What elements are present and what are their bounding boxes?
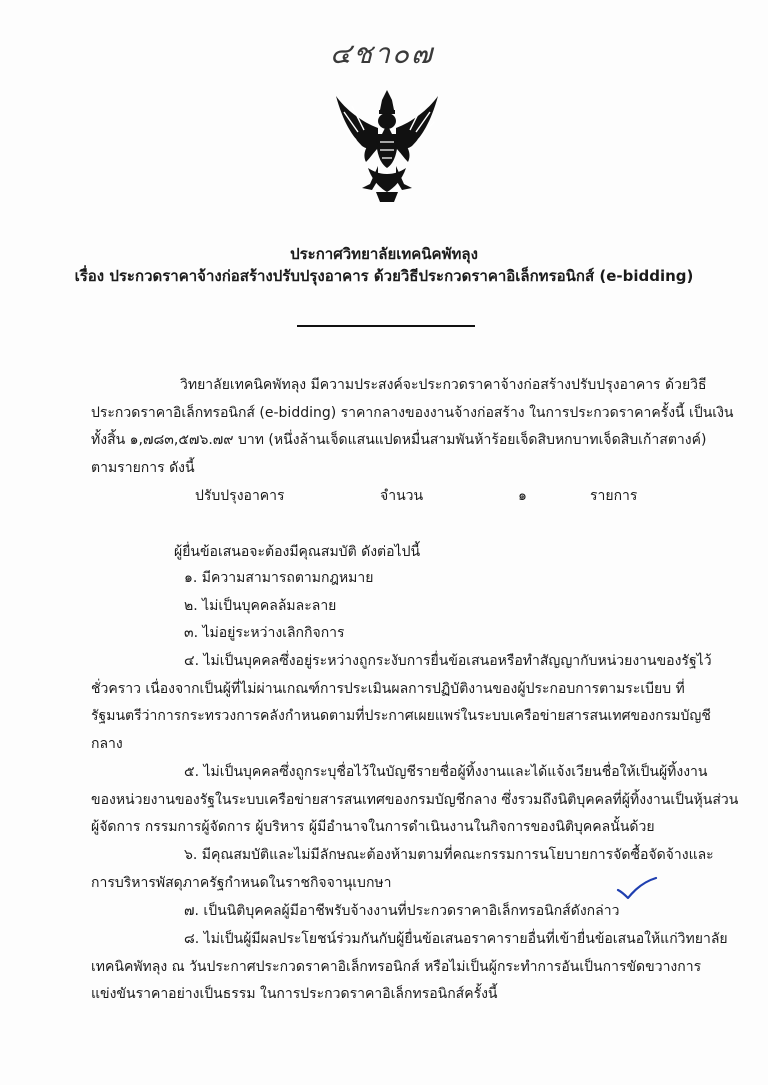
qualifications-heading: ผู้ยื่นข้อเสนอจะต้องมีคุณสมบัติ ดังต่อไปนี้ — [174, 544, 421, 560]
qualification-line: ๒. ไม่เป็นบุคคลล้มละลาย — [184, 598, 337, 614]
item-qty: ๑ — [518, 488, 527, 504]
announcement-title: ประกาศวิทยาลัยเทคนิคพัทลุง — [290, 245, 478, 263]
intro-line-4: ตามรายการ ดังนี้ — [91, 460, 195, 476]
qualification-line: ๕. ไม่เป็นบุคคลซึ่งถูกระบุชื่อไว้ในบัญชีรายชื่อผู้ทิ้งงานและได้แจ้งเวียนชื่อให้เป็นผู้ทิ้งงาน — [184, 764, 708, 780]
qualification-line: ๗. เป็นนิติบุคคลผู้มีอาชีพรับจ้างงานที่ประกวดราคาอิเล็กทรอนิกส์ดังกล่าว — [184, 903, 620, 919]
garuda-emblem-icon — [332, 88, 442, 206]
qualification-line: ๔. ไม่เป็นบุคคลซึ่งอยู่ระหว่างถูกระงับการยื่นข้อเสนอหรือทำสัญญากับหน่วยงานของรัฐไว้ — [184, 653, 712, 669]
intro-line-3: ทั้งสิ้น ๑,๗๘๓,๕๗๖.๗๙ บาท (หนึ่งล้านเจ็ดแสนแปดหมื่นสามพันห้าร้อยเจ็ดสิบหกบาทเจ็ดสิบเก้าสตางค์) — [91, 432, 707, 448]
qualification-line: กลาง — [91, 736, 123, 752]
qualification-line: ชั่วคราว เนื่องจากเป็นผู้ที่ไม่ผ่านเกณฑ์การประเมินผลการปฏิบัติงานของผู้ประกอบการตามระเบียบ ที่ — [91, 681, 685, 697]
intro-line-1: วิทยาลัยเทคนิคพัทลุง มีความประสงค์จะประกวดราคาจ้างก่อสร้างปรับปรุงอาคาร ด้วยวิธี — [180, 377, 707, 393]
qualification-line: ๓. ไม่อยู่ระหว่างเลิกกิจการ — [184, 625, 345, 641]
qualification-line: การบริหารพัสดุภาครัฐกำหนดในราชกิจจานุเบกษา — [91, 875, 392, 891]
qualification-line: เทคนิคพัทลุง ณ วันประกาศประกวดราคาอิเล็กทรอนิกส์ หรือไม่เป็นผู้กระทำการอันเป็นการขัดขวางการ — [91, 959, 702, 975]
announcement-subject: เรื่อง ประกวดราคาจ้างก่อสร้างปรับปรุงอาคาร ด้วยวิธีประกวดราคาอิเล็กทรอนิกส์ (e-bidding) — [74, 267, 694, 285]
intro-line-2: ประกวดราคาอิเล็กทรอนิกส์ (e-bidding) ราคากลางของงานจ้างก่อสร้าง ในการประกวดราคาครั้งนี้ เป็นเงิน — [91, 405, 734, 421]
qualification-line: แข่งขันราคาอย่างเป็นธรรม ในการประกวดราคาอิเล็กทรอนิกส์ครั้งนี้ — [91, 986, 498, 1002]
item-qty-label: จำนวน — [380, 488, 424, 504]
qualification-line: ๘. ไม่เป็นผู้มีผลประโยชน์ร่วมกันกับผู้ยื่นข้อเสนอราคารายอื่นที่เข้ายื่นข้อเสนอให้แก่วิทยาลัย — [184, 931, 728, 947]
blue-checkmark-icon — [616, 876, 658, 900]
handwritten-note: ๔ชา๐๗ — [330, 37, 435, 70]
qualification-line: ๑. มีความสามารถตามกฎหมาย — [184, 570, 374, 586]
item-name: ปรับปรุงอาคาร — [195, 488, 285, 504]
item-unit: รายการ — [590, 488, 638, 504]
qualification-line: ๖. มีคุณสมบัติและไม่มีลักษณะต้องห้ามตามที่คณะกรรมการนโยบายการจัดซื้อจัดจ้างและ — [184, 847, 714, 863]
title-divider — [297, 325, 475, 327]
qualification-line: รัฐมนตรีว่าการกระทรวงการคลังกำหนดตามที่ประกาศเผยแพร่ในระบบเครือข่ายสารสนเทศของกรมบัญชี — [91, 708, 711, 724]
qualification-line: ของหน่วยงานของรัฐในระบบเครือข่ายสารสนเทศของกรมบัญชีกลาง ซึ่งรวมถึงนิติบุคคลที่ผู้ทิ้งงานเป็นหุ้นส่วน — [91, 792, 739, 808]
qualification-line: ผู้จัดการ กรรมการผู้จัดการ ผู้บริหาร ผู้มีอำนาจในการดำเนินงานในกิจการของนิติบุคคลนั้นด้วย — [91, 819, 655, 835]
